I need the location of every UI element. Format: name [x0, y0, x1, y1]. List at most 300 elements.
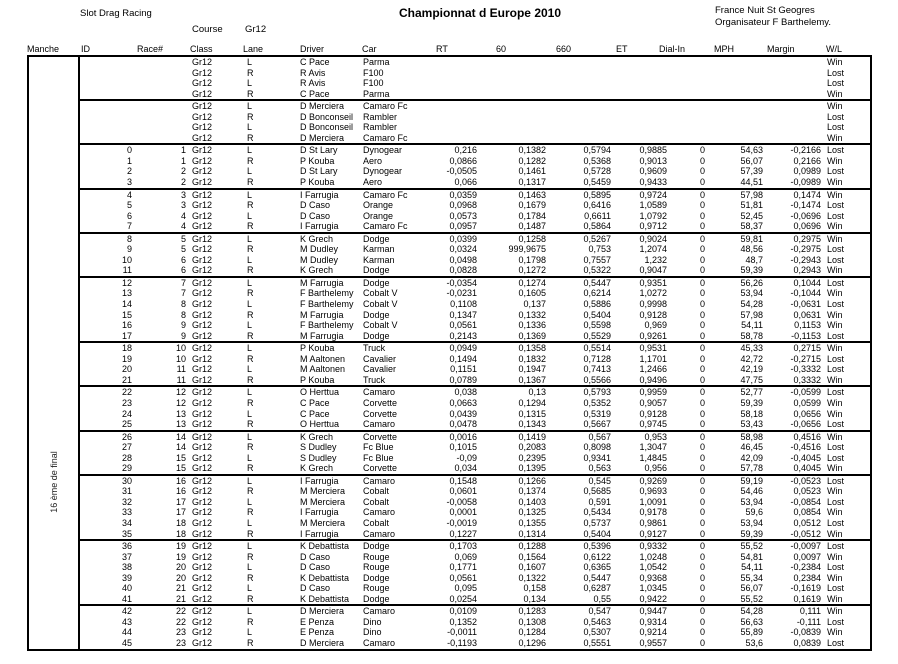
cell-car: Camaro Fc: [363, 221, 408, 232]
cell-t60: 0,1272: [518, 265, 546, 276]
cell-wl: Win: [827, 408, 843, 419]
cell-t660: 0,5667: [583, 419, 611, 430]
cell-t660: 0,5267: [583, 233, 611, 244]
cell-margin: 0,2384: [793, 572, 821, 583]
cell-mph: 56,07: [740, 583, 763, 594]
cell-driver: D Merciera: [300, 606, 345, 617]
cell-id: 26: [121, 431, 132, 442]
heat-group: [80, 143, 870, 187]
cell-wl: Win: [827, 463, 843, 474]
cell-wl: Win: [827, 288, 843, 299]
cell-dialin: [670, 57, 708, 68]
table-row: [80, 68, 870, 79]
cell-mph: [708, 89, 766, 100]
table-row: [80, 101, 870, 112]
cell-driver: D Merciera: [300, 132, 345, 143]
cell-lane: L: [247, 210, 253, 221]
cell-class: Gr12: [192, 78, 213, 89]
cell-id: 7: [126, 221, 132, 232]
cell-dialin: 0: [699, 593, 705, 604]
cell-race: 22: [175, 616, 186, 627]
table-row: [80, 573, 870, 584]
cell-dialin: 0: [699, 486, 705, 497]
cell-et: 0,9057: [639, 397, 667, 408]
cell-id: 40: [121, 583, 132, 594]
cell-t60: 0,1314: [518, 528, 546, 539]
cell-id: 23: [121, 397, 132, 408]
cell-lane: L: [247, 254, 253, 265]
cell-margin: 0,2975: [793, 233, 821, 244]
cell-t660: [549, 57, 614, 68]
cell-id: 24: [121, 408, 132, 419]
cell-id: 2: [126, 166, 132, 177]
cell-dialin: 0: [699, 408, 705, 419]
cell-car: Aero: [363, 155, 383, 166]
cell-t60: 0,1308: [518, 616, 546, 627]
cell-lane: R: [247, 442, 254, 453]
cell-dialin: 0: [699, 233, 705, 244]
cell-class: Gr12: [192, 244, 213, 255]
cell-wl: Lost: [827, 442, 845, 453]
cell-rt: 0,0254: [449, 593, 477, 604]
cell-t660: [549, 133, 614, 144]
cell-wl: Lost: [827, 496, 845, 507]
cell-et: 0,969: [644, 320, 667, 331]
cell-race: 15: [175, 452, 186, 463]
cell-dialin: 0: [699, 452, 705, 463]
cell-wl: Win: [827, 177, 843, 188]
cell-t660: 0,5794: [583, 145, 611, 156]
cell-race: 23: [175, 637, 186, 648]
cell-margin: 0,2715: [793, 343, 821, 354]
cell-t60: 0,1367: [518, 374, 546, 385]
cell-class: Gr12: [192, 288, 213, 299]
cell-driver: C Pace: [300, 88, 330, 99]
cell-margin: 0,0839: [793, 637, 821, 648]
cell-mph: [708, 122, 766, 133]
page-title: Championnat d Europe 2010: [398, 6, 562, 20]
cell-driver: D Bonconseil: [300, 111, 354, 122]
cell-t60: 0,1605: [518, 288, 546, 299]
cell-rt: -0,0011: [447, 627, 477, 638]
cell-id: 1: [126, 155, 132, 166]
cell-t60: 0,1355: [518, 517, 546, 528]
cell-dialin: 0: [699, 551, 705, 562]
cell-t660: 0,5685: [583, 486, 611, 497]
cell-t60: [480, 57, 549, 68]
cell-et: 0,9128: [639, 408, 667, 419]
cell-class: Gr12: [192, 166, 213, 177]
cell-driver: P Kouba: [300, 374, 335, 385]
table-row: [80, 583, 870, 594]
cell-wl: Win: [827, 374, 843, 385]
cell-t660: 0,5566: [583, 374, 611, 385]
event-organiser: Organisateur F Barthelemy.: [715, 17, 831, 28]
cell-car: Camaro: [363, 387, 396, 398]
cell-dialin: 0: [699, 442, 705, 453]
cell-race: 12: [175, 397, 186, 408]
cell-lane: L: [247, 145, 253, 156]
cell-class: Gr12: [192, 627, 213, 638]
table-row: [80, 476, 870, 487]
cell-wl: Win: [827, 551, 843, 562]
cell-t60: 0,1332: [518, 309, 546, 320]
heat-group: [80, 539, 870, 604]
cell-race: 18: [175, 517, 186, 528]
cell-car: Camaro Fc: [363, 189, 408, 200]
cell-driver: M Aaltonen: [300, 353, 346, 364]
table-row: [80, 419, 870, 430]
cell-wl: Win: [827, 101, 843, 112]
cell-mph: 42,09: [740, 452, 763, 463]
cell-car: Cobalt V: [363, 299, 398, 310]
heat-group: [80, 99, 870, 143]
cell-class: Gr12: [192, 101, 213, 112]
cell-class: Gr12: [192, 475, 213, 486]
cell-race: 17: [175, 496, 186, 507]
cell-rt: 0,0957: [449, 221, 477, 232]
cell-t60: [480, 78, 549, 89]
cell-id: 14: [121, 299, 132, 310]
cell-driver: S Dudley: [300, 442, 337, 453]
cell-margin: 0,0097: [793, 551, 821, 562]
cell-et: 0,9885: [639, 145, 667, 156]
cell-margin: -0,2943: [790, 254, 821, 265]
cell-mph: 57,98: [740, 309, 763, 320]
cell-et: 0,9609: [639, 166, 667, 177]
cell-driver: P Kouba: [300, 155, 335, 166]
cell-lane: R: [247, 200, 254, 211]
cell-margin: -0,0599: [790, 387, 821, 398]
cell-t60: 0,1395: [518, 463, 546, 474]
cell-wl: Win: [827, 88, 843, 99]
heat-group: [80, 604, 870, 648]
cell-race: 16: [175, 475, 186, 486]
cell-lane: R: [247, 551, 254, 562]
cell-car: Dodge: [363, 541, 390, 552]
cell-dialin: 0: [699, 507, 705, 518]
cell-race: 10: [175, 343, 186, 354]
cell-dialin: 0: [699, 254, 705, 265]
cell-car: Camaro: [363, 419, 396, 430]
cell-t660: 0,6611: [584, 210, 611, 221]
cell-car: Dodge: [363, 593, 390, 604]
cell-race: 14: [175, 442, 186, 453]
table-row: [80, 606, 870, 617]
cell-lane: L: [247, 408, 253, 419]
cell-margin: -0,2166: [790, 145, 821, 156]
cell-et: 0,9314: [639, 616, 667, 627]
cell-wl: Win: [827, 343, 843, 354]
cell-race: 1: [180, 155, 186, 166]
cell-rt: [428, 78, 480, 89]
cell-mph: 54,81: [740, 551, 763, 562]
cell-mph: 53,43: [740, 419, 763, 430]
cell-wl: Lost: [827, 166, 845, 177]
cell-id: 10: [121, 254, 132, 265]
cell-race: 5: [180, 244, 186, 255]
cell-class: Gr12: [192, 408, 213, 419]
table-row: [80, 112, 870, 123]
cell-driver: D St Lary: [300, 145, 338, 156]
cell-class: Gr12: [192, 606, 213, 617]
cell-wl: Lost: [827, 67, 845, 78]
table-row: [80, 177, 870, 188]
col-header-dial-in: Dial-In: [659, 44, 686, 54]
cell-race: 21: [175, 593, 186, 604]
cell-rt: 0,069: [454, 551, 477, 562]
cell-car: Cobalt V: [363, 320, 398, 331]
cell-car: Rouge: [363, 551, 390, 562]
cell-t60: 0,1463: [518, 189, 546, 200]
cell-dialin: 0: [699, 397, 705, 408]
cell-et: [614, 101, 670, 112]
cell-race: 21: [175, 583, 186, 594]
cell-id: 43: [121, 616, 132, 627]
cell-margin: [766, 112, 824, 123]
table-row: [80, 89, 870, 100]
cell-margin: -0,0656: [790, 419, 821, 430]
cell-et: 0,9351: [639, 277, 667, 288]
cell-id: 6: [126, 210, 132, 221]
cell-et: [614, 57, 670, 68]
cell-car: Camaro Fc: [363, 101, 408, 112]
cell-margin: 0,0656: [793, 408, 821, 419]
cell-margin: 0,2166: [793, 155, 821, 166]
cell-wl: Win: [827, 221, 843, 232]
heat-group: [80, 276, 870, 341]
cell-car: Karman: [363, 254, 395, 265]
cell-wl: Lost: [827, 145, 845, 156]
cell-race: [136, 57, 188, 68]
cell-mph: 58,98: [740, 431, 763, 442]
cell-lane: R: [247, 221, 254, 232]
cell-wl: Lost: [827, 387, 845, 398]
cell-t60: 0,1374: [518, 486, 546, 497]
cell-race: 1: [180, 145, 186, 156]
cell-id: [80, 57, 136, 68]
cell-race: 8: [180, 299, 186, 310]
cell-t60: 0,1403: [518, 496, 546, 507]
cell-driver: M Merciera: [300, 496, 346, 507]
table-row: [80, 432, 870, 443]
cell-car: Rambler: [363, 122, 398, 133]
cell-id: [80, 101, 136, 112]
cell-lane: L: [247, 606, 253, 617]
heat-group: [80, 430, 870, 474]
cell-race: 2: [180, 177, 186, 188]
cell-wl: Win: [827, 397, 843, 408]
cell-dialin: 0: [699, 309, 705, 320]
cell-t60: 0,1317: [518, 177, 546, 188]
cell-car: Dodge: [363, 277, 390, 288]
cell-margin: -0,1619: [790, 583, 821, 594]
cell-id: 38: [121, 562, 132, 573]
cell-class: Gr12: [192, 67, 213, 78]
cell-margin: 0,4045: [793, 463, 821, 474]
cell-t660: 0,5886: [583, 299, 611, 310]
cell-car: Dino: [363, 616, 382, 627]
table-row: [80, 255, 870, 266]
cell-t60: 0,1419: [518, 431, 546, 442]
cell-race: 19: [175, 551, 186, 562]
cell-mph: [708, 101, 766, 112]
table-row: [80, 221, 870, 232]
cell-et: 1,0091: [639, 496, 667, 507]
cell-et: [614, 68, 670, 79]
cell-wl: Lost: [827, 364, 845, 375]
cell-mph: 53,94: [740, 517, 763, 528]
cell-t660: 0,5459: [583, 177, 611, 188]
cell-t60: 0,1284: [518, 627, 546, 638]
cell-t660: 0,563: [588, 463, 611, 474]
cell-rt: 0,216: [454, 145, 477, 156]
cell-class: Gr12: [192, 88, 213, 99]
cell-rt: 0,0561: [449, 572, 477, 583]
cell-lane: R: [247, 309, 254, 320]
cell-t60: 0,1832: [518, 353, 546, 364]
cell-t60: 999,9675: [508, 244, 546, 255]
cell-wl: Win: [827, 572, 843, 583]
cell-race: [136, 101, 188, 112]
cell-wl: Win: [827, 320, 843, 331]
cell-id: 42: [121, 606, 132, 617]
cell-id: 28: [121, 452, 132, 463]
cell-class: Gr12: [192, 122, 213, 133]
cell-driver: D Caso: [300, 562, 331, 573]
col-header-id: ID: [81, 44, 90, 54]
cell-t660: 0,5864: [583, 221, 611, 232]
cell-t60: 0,134: [523, 593, 546, 604]
cell-t660: 0,6365: [583, 562, 611, 573]
cell-t660: 0,545: [588, 475, 611, 486]
cell-class: Gr12: [192, 562, 213, 573]
table-row: [80, 486, 870, 497]
cell-class: Gr12: [192, 189, 213, 200]
cell-wl: Win: [827, 265, 843, 276]
cell-class: Gr12: [192, 374, 213, 385]
cell-et: 1,3047: [639, 442, 667, 453]
table-row: [80, 133, 870, 144]
cell-mph: 51,81: [740, 200, 763, 211]
cell-lane: L: [247, 496, 253, 507]
cell-race: [136, 89, 188, 100]
cell-et: 1,0248: [639, 551, 667, 562]
cell-margin: -0,1153: [791, 330, 821, 341]
cell-lane: L: [247, 277, 253, 288]
cell-car: F100: [363, 67, 384, 78]
cell-margin: -0,0839: [790, 627, 821, 638]
cell-margin: -0,1044: [790, 288, 821, 299]
cell-car: Karman: [363, 244, 395, 255]
cell-race: 20: [175, 562, 186, 573]
cell-t60: 0,1258: [518, 233, 546, 244]
cell-mph: 57,78: [740, 463, 763, 474]
cell-driver: O Herttua: [300, 419, 340, 430]
table-row: [80, 265, 870, 276]
cell-mph: 59,19: [740, 475, 763, 486]
cell-id: 27: [121, 442, 132, 453]
cell-rt: 0,095: [454, 583, 477, 594]
cell-id: 36: [121, 541, 132, 552]
cell-et: 1,2466: [639, 364, 667, 375]
cell-et: 0,9998: [639, 299, 667, 310]
cell-t660: 0,5514: [583, 343, 611, 354]
col-header-660: 660: [556, 44, 572, 54]
round-label: 16 ème de final: [48, 451, 59, 513]
cell-wl: Lost: [827, 562, 845, 573]
cell-wl: Win: [827, 507, 843, 518]
cell-margin: -0,2975: [790, 244, 821, 255]
cell-driver: P Kouba: [300, 343, 335, 354]
cell-mph: 53,94: [740, 496, 763, 507]
cell-t660: 0,8098: [583, 442, 611, 453]
cell-car: Dynogear: [363, 145, 403, 156]
cell-race: 4: [180, 221, 186, 232]
table-row: [80, 562, 870, 573]
cell-t60: 0,1288: [518, 541, 546, 552]
cell-dialin: 0: [699, 528, 705, 539]
cell-car: Rouge: [363, 583, 390, 594]
cell-mph: 48,56: [740, 244, 763, 255]
cell-dialin: 0: [699, 277, 705, 288]
cell-dialin: 0: [699, 475, 705, 486]
cell-t660: 0,591: [588, 496, 611, 507]
cell-race: 13: [175, 408, 186, 419]
cell-rt: 0,038: [454, 387, 477, 398]
cell-lane: L: [247, 57, 253, 67]
cell-car: Rouge: [363, 562, 390, 573]
cell-rt: 0,1015: [449, 442, 477, 453]
cell-driver: I Farrugia: [300, 221, 339, 232]
cell-t660: 0,5307: [583, 627, 611, 638]
cell-t60: 0,1294: [518, 397, 546, 408]
cell-margin: 0,0523: [793, 486, 821, 497]
cell-mph: 59,39: [740, 265, 763, 276]
cell-et: 0,9047: [639, 265, 667, 276]
cell-t60: 0,1607: [518, 562, 546, 573]
cell-et: [614, 78, 670, 89]
cell-class: Gr12: [192, 637, 213, 648]
cell-mph: 52,77: [740, 387, 763, 398]
cell-mph: 55,34: [740, 572, 763, 583]
cell-wl: Lost: [827, 299, 845, 310]
cell-class: Gr12: [192, 330, 213, 341]
cell-lane: R: [247, 419, 254, 430]
cell-t660: 0,567: [588, 431, 611, 442]
cell-driver: K Grech: [300, 463, 334, 474]
cell-driver: K Grech: [300, 265, 334, 276]
cell-driver: F Barthelemy: [300, 288, 354, 299]
table-row: [80, 156, 870, 167]
cell-mph: 57,98: [740, 189, 763, 200]
heat-group: [80, 188, 870, 232]
cell-t660: 0,5352: [583, 397, 611, 408]
cell-t660: [549, 112, 614, 123]
cell-id: 31: [121, 486, 132, 497]
cell-mph: 58,37: [740, 221, 763, 232]
cell-class: Gr12: [192, 517, 213, 528]
cell-et: 0,9422: [639, 593, 667, 604]
cell-wl: Win: [827, 309, 843, 320]
heat-group: [80, 57, 870, 99]
cell-race: 3: [180, 200, 186, 211]
cell-et: 1,0542: [639, 562, 667, 573]
cell-rt: [428, 89, 480, 100]
cell-dialin: 0: [699, 637, 705, 648]
table-row: [80, 234, 870, 245]
cell-driver: M Farrugia: [300, 309, 344, 320]
